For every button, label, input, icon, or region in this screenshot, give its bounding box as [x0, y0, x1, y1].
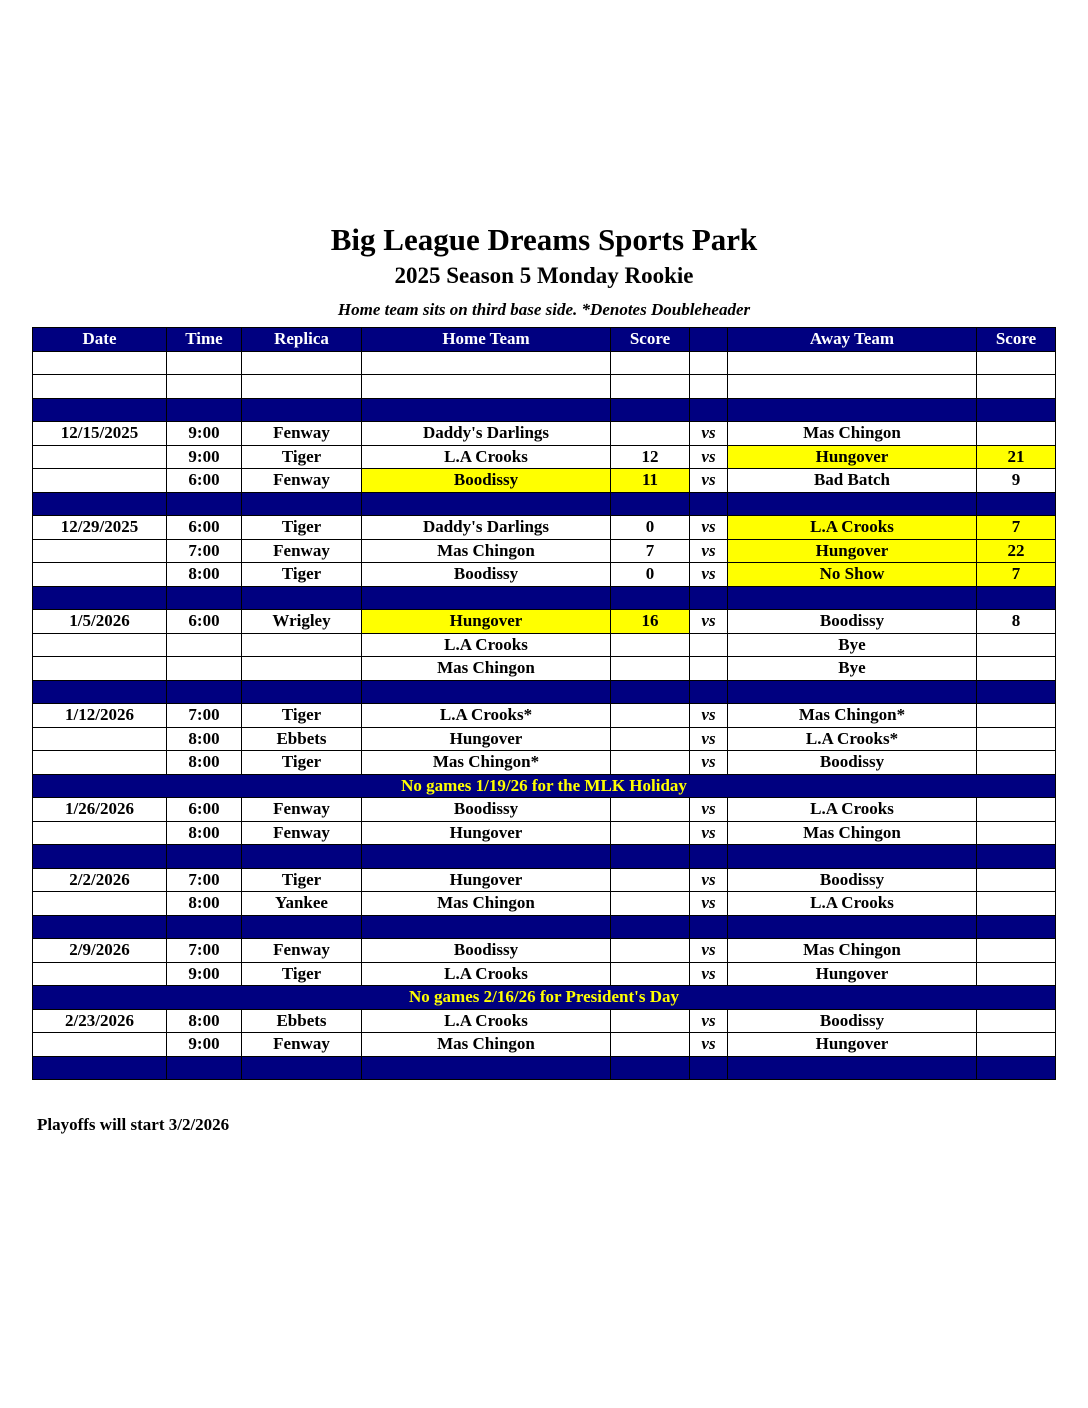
date-cell	[33, 821, 167, 845]
time-cell: 8:00	[167, 727, 242, 751]
home-score-cell	[611, 1033, 690, 1057]
empty-cell	[167, 351, 242, 375]
separator-row	[33, 680, 1056, 704]
home-team-cell: Mas Chingon	[362, 539, 611, 563]
empty-cell	[242, 351, 362, 375]
replica-cell: Tiger	[242, 516, 362, 540]
date-cell	[33, 563, 167, 587]
separator-cell	[167, 1056, 242, 1080]
separator-cell	[977, 845, 1056, 869]
away-team-cell: Hungover	[728, 445, 977, 469]
separator-cell	[728, 845, 977, 869]
separator-cell	[690, 492, 728, 516]
separator-cell	[611, 492, 690, 516]
date-cell: 1/5/2026	[33, 610, 167, 634]
game-row	[33, 445, 1056, 469]
away-team-cell: L.A Crooks	[728, 798, 977, 822]
replica-cell: Tiger	[242, 445, 362, 469]
date-cell	[33, 469, 167, 493]
replica-cell: Fenway	[242, 422, 362, 446]
date-cell: 1/26/2026	[33, 798, 167, 822]
separator-cell	[977, 915, 1056, 939]
date-cell	[33, 962, 167, 986]
page-title: Big League Dreams Sports Park	[330, 222, 758, 257]
game-row	[33, 516, 1056, 540]
separator-cell	[728, 1056, 977, 1080]
away-team-cell: No Show	[728, 563, 977, 587]
vs-cell: vs	[690, 610, 728, 634]
schedule-body	[33, 351, 1056, 1080]
away-team-cell: Boodissy	[728, 868, 977, 892]
separator-cell	[690, 845, 728, 869]
separator-cell	[167, 680, 242, 704]
away-score-cell: 8	[977, 610, 1056, 634]
empty-cell	[611, 351, 690, 375]
away-team-cell: L.A Crooks*	[728, 727, 977, 751]
date-cell	[33, 539, 167, 563]
separator-row	[33, 915, 1056, 939]
time-cell: 8:00	[167, 1009, 242, 1033]
time-cell: 7:00	[167, 704, 242, 728]
game-row	[33, 939, 1056, 963]
time-cell: 9:00	[167, 422, 242, 446]
separator-cell	[242, 586, 362, 610]
home-team-cell: Daddy's Darlings	[362, 516, 611, 540]
date-cell: 2/2/2026	[33, 868, 167, 892]
replica-cell: Yankee	[242, 892, 362, 916]
separator-cell	[977, 398, 1056, 422]
home-score-cell: 0	[611, 516, 690, 540]
separator-row	[33, 492, 1056, 516]
home-score-cell	[611, 892, 690, 916]
away-team-cell: L.A Crooks	[728, 892, 977, 916]
away-score-cell	[977, 892, 1056, 916]
separator-cell	[242, 1056, 362, 1080]
separator-cell	[33, 1056, 167, 1080]
replica-cell: Tiger	[242, 868, 362, 892]
game-row	[33, 962, 1056, 986]
replica-cell: Fenway	[242, 939, 362, 963]
time-cell: 7:00	[167, 539, 242, 563]
vs-cell: vs	[690, 751, 728, 775]
home-team-cell: L.A Crooks	[362, 633, 611, 657]
home-team-cell: Mas Chingon	[362, 657, 611, 681]
replica-cell	[242, 657, 362, 681]
away-team-cell: Bye	[728, 657, 977, 681]
separator-cell	[167, 398, 242, 422]
holiday-banner: No games 2/16/26 for President's Day	[33, 986, 1056, 1010]
time-cell: 7:00	[167, 868, 242, 892]
empty-cell	[242, 375, 362, 399]
time-cell: 8:00	[167, 563, 242, 587]
home-team-cell: L.A Crooks*	[362, 704, 611, 728]
time-cell: 8:00	[167, 892, 242, 916]
replica-cell: Tiger	[242, 751, 362, 775]
col-away-team: Away Team	[728, 328, 977, 352]
game-row	[33, 422, 1056, 446]
date-cell: 2/9/2026	[33, 939, 167, 963]
away-team-cell: Mas Chingon	[728, 422, 977, 446]
page-subtitle: 2025 Season 5 Monday Rookie	[394, 263, 694, 288]
away-team-cell: Hungover	[728, 962, 977, 986]
away-score-cell	[977, 1009, 1056, 1033]
vs-cell: vs	[690, 563, 728, 587]
time-cell: 6:00	[167, 469, 242, 493]
vs-cell: vs	[690, 868, 728, 892]
col-vs	[690, 328, 728, 352]
playoffs-note: Playoffs will start 3/2/2026	[37, 1115, 230, 1134]
empty-row	[33, 375, 1056, 399]
date-cell	[33, 727, 167, 751]
game-row	[33, 1009, 1056, 1033]
separator-cell	[611, 680, 690, 704]
away-team-cell: Bye	[728, 633, 977, 657]
vs-cell: vs	[690, 892, 728, 916]
home-score-cell: 12	[611, 445, 690, 469]
empty-row	[33, 351, 1056, 375]
away-team-cell: Mas Chingon*	[728, 704, 977, 728]
replica-cell: Ebbets	[242, 727, 362, 751]
replica-cell: Wrigley	[242, 610, 362, 634]
game-row	[33, 657, 1056, 681]
vs-cell: vs	[690, 962, 728, 986]
separator-cell	[611, 915, 690, 939]
vs-cell: vs	[690, 1009, 728, 1033]
game-row	[33, 469, 1056, 493]
replica-cell: Fenway	[242, 539, 362, 563]
away-score-cell	[977, 798, 1056, 822]
separator-cell	[242, 398, 362, 422]
away-team-cell: Hungover	[728, 1033, 977, 1057]
time-cell: 8:00	[167, 751, 242, 775]
away-team-cell: Boodissy	[728, 610, 977, 634]
game-row	[33, 563, 1056, 587]
game-row	[33, 1033, 1056, 1057]
date-cell	[33, 633, 167, 657]
separator-cell	[690, 915, 728, 939]
home-team-cell: Boodissy	[362, 939, 611, 963]
col-away-score: Score	[977, 328, 1056, 352]
date-cell	[33, 1033, 167, 1057]
separator-cell	[690, 680, 728, 704]
separator-cell	[362, 398, 611, 422]
separator-cell	[362, 586, 611, 610]
time-cell	[167, 657, 242, 681]
home-team-cell: Daddy's Darlings	[362, 422, 611, 446]
away-score-cell	[977, 657, 1056, 681]
home-score-cell	[611, 798, 690, 822]
date-cell	[33, 657, 167, 681]
header-row	[33, 328, 1056, 352]
separator-cell	[33, 586, 167, 610]
home-score-cell	[611, 868, 690, 892]
separator-cell	[977, 586, 1056, 610]
home-team-cell: Boodissy	[362, 563, 611, 587]
empty-cell	[977, 375, 1056, 399]
vs-cell: vs	[690, 469, 728, 493]
away-team-cell: Hungover	[728, 539, 977, 563]
time-cell: 9:00	[167, 962, 242, 986]
separator-row	[33, 586, 1056, 610]
home-team-cell: Boodissy	[362, 469, 611, 493]
empty-cell	[977, 351, 1056, 375]
home-score-cell: 11	[611, 469, 690, 493]
separator-cell	[362, 845, 611, 869]
separator-cell	[611, 1056, 690, 1080]
date-cell: 12/15/2025	[33, 422, 167, 446]
away-score-cell	[977, 868, 1056, 892]
vs-cell: vs	[690, 539, 728, 563]
col-replica: Replica	[242, 328, 362, 352]
schedule-note: Home team sits on third base side. *Denotes Doubleheader	[337, 300, 751, 319]
vs-cell: vs	[690, 821, 728, 845]
separator-cell	[33, 492, 167, 516]
home-team-cell: Mas Chingon	[362, 892, 611, 916]
away-score-cell: 9	[977, 469, 1056, 493]
away-score-cell	[977, 422, 1056, 446]
home-score-cell: 0	[611, 563, 690, 587]
game-row	[33, 704, 1056, 728]
holiday-banner-row	[33, 774, 1056, 798]
away-team-cell: Mas Chingon	[728, 939, 977, 963]
home-score-cell	[611, 751, 690, 775]
date-cell: 1/12/2026	[33, 704, 167, 728]
vs-cell: vs	[690, 516, 728, 540]
separator-cell	[167, 586, 242, 610]
separator-cell	[362, 1056, 611, 1080]
time-cell: 9:00	[167, 445, 242, 469]
vs-cell: vs	[690, 445, 728, 469]
date-cell: 12/29/2025	[33, 516, 167, 540]
date-cell	[33, 751, 167, 775]
away-score-cell	[977, 751, 1056, 775]
replica-cell: Tiger	[242, 704, 362, 728]
separator-cell	[728, 586, 977, 610]
vs-cell	[690, 657, 728, 681]
separator-cell	[728, 680, 977, 704]
separator-cell	[33, 915, 167, 939]
game-row	[33, 539, 1056, 563]
separator-cell	[977, 1056, 1056, 1080]
away-score-cell	[977, 704, 1056, 728]
game-row	[33, 610, 1056, 634]
home-team-cell: Boodissy	[362, 798, 611, 822]
away-score-cell	[977, 939, 1056, 963]
home-score-cell	[611, 422, 690, 446]
away-score-cell	[977, 962, 1056, 986]
separator-cell	[611, 398, 690, 422]
empty-cell	[362, 375, 611, 399]
game-row	[33, 727, 1056, 751]
empty-cell	[690, 351, 728, 375]
away-score-cell	[977, 1033, 1056, 1057]
separator-cell	[977, 680, 1056, 704]
home-team-cell: Hungover	[362, 821, 611, 845]
game-row	[33, 633, 1056, 657]
separator-cell	[728, 492, 977, 516]
separator-cell	[690, 1056, 728, 1080]
date-cell: 2/23/2026	[33, 1009, 167, 1033]
time-cell	[167, 633, 242, 657]
home-score-cell	[611, 727, 690, 751]
game-row	[33, 821, 1056, 845]
separator-cell	[362, 915, 611, 939]
vs-cell	[690, 633, 728, 657]
separator-cell	[690, 398, 728, 422]
away-score-cell: 7	[977, 563, 1056, 587]
home-score-cell	[611, 962, 690, 986]
home-score-cell	[611, 633, 690, 657]
separator-cell	[242, 492, 362, 516]
away-score-cell	[977, 633, 1056, 657]
col-date: Date	[33, 328, 167, 352]
game-row	[33, 798, 1056, 822]
vs-cell: vs	[690, 798, 728, 822]
col-home-score: Score	[611, 328, 690, 352]
separator-cell	[242, 915, 362, 939]
separator-cell	[242, 845, 362, 869]
separator-row	[33, 845, 1056, 869]
home-team-cell: L.A Crooks	[362, 445, 611, 469]
empty-cell	[33, 351, 167, 375]
separator-row	[33, 1056, 1056, 1080]
home-team-cell: Hungover	[362, 727, 611, 751]
empty-cell	[33, 375, 167, 399]
home-team-cell: Hungover	[362, 610, 611, 634]
empty-cell	[728, 375, 977, 399]
game-row	[33, 751, 1056, 775]
separator-cell	[167, 845, 242, 869]
vs-cell: vs	[690, 422, 728, 446]
home-score-cell	[611, 939, 690, 963]
time-cell: 6:00	[167, 516, 242, 540]
vs-cell: vs	[690, 939, 728, 963]
away-score-cell: 7	[977, 516, 1056, 540]
separator-cell	[728, 398, 977, 422]
home-score-cell: 16	[611, 610, 690, 634]
replica-cell: Fenway	[242, 821, 362, 845]
separator-cell	[690, 586, 728, 610]
away-score-cell	[977, 727, 1056, 751]
away-team-cell: Bad Batch	[728, 469, 977, 493]
empty-cell	[167, 375, 242, 399]
time-cell: 7:00	[167, 939, 242, 963]
separator-cell	[33, 845, 167, 869]
home-score-cell	[611, 821, 690, 845]
home-team-cell: Mas Chingon	[362, 1033, 611, 1057]
time-cell: 6:00	[167, 798, 242, 822]
empty-cell	[728, 351, 977, 375]
replica-cell: Fenway	[242, 798, 362, 822]
home-score-cell	[611, 1009, 690, 1033]
time-cell: 6:00	[167, 610, 242, 634]
date-cell	[33, 445, 167, 469]
replica-cell: Fenway	[242, 1033, 362, 1057]
away-score-cell	[977, 821, 1056, 845]
home-score-cell: 7	[611, 539, 690, 563]
col-home-team: Home Team	[362, 328, 611, 352]
home-team-cell: L.A Crooks	[362, 1009, 611, 1033]
away-team-cell: Boodissy	[728, 1009, 977, 1033]
replica-cell: Tiger	[242, 962, 362, 986]
away-score-cell: 22	[977, 539, 1056, 563]
separator-cell	[362, 492, 611, 516]
separator-cell	[611, 845, 690, 869]
away-team-cell: L.A Crooks	[728, 516, 977, 540]
replica-cell: Tiger	[242, 563, 362, 587]
home-team-cell: Mas Chingon*	[362, 751, 611, 775]
holiday-banner: No games 1/19/26 for the MLK Holiday	[33, 774, 1056, 798]
vs-cell: vs	[690, 1033, 728, 1057]
home-score-cell	[611, 657, 690, 681]
holiday-banner-row	[33, 986, 1056, 1010]
separator-cell	[33, 680, 167, 704]
separator-cell	[167, 492, 242, 516]
date-cell	[33, 892, 167, 916]
time-cell: 9:00	[167, 1033, 242, 1057]
separator-cell	[242, 680, 362, 704]
separator-cell	[977, 492, 1056, 516]
game-row	[33, 868, 1056, 892]
replica-cell: Fenway	[242, 469, 362, 493]
home-score-cell	[611, 704, 690, 728]
away-score-cell: 21	[977, 445, 1056, 469]
vs-cell: vs	[690, 704, 728, 728]
separator-cell	[611, 586, 690, 610]
separator-cell	[362, 680, 611, 704]
separator-row	[33, 398, 1056, 422]
game-row	[33, 892, 1056, 916]
away-team-cell: Boodissy	[728, 751, 977, 775]
col-time: Time	[167, 328, 242, 352]
separator-cell	[167, 915, 242, 939]
schedule-table	[32, 327, 1056, 1080]
home-team-cell: Hungover	[362, 868, 611, 892]
replica-cell: Ebbets	[242, 1009, 362, 1033]
empty-cell	[690, 375, 728, 399]
time-cell: 8:00	[167, 821, 242, 845]
empty-cell	[611, 375, 690, 399]
empty-cell	[362, 351, 611, 375]
vs-cell: vs	[690, 727, 728, 751]
replica-cell	[242, 633, 362, 657]
away-team-cell: Mas Chingon	[728, 821, 977, 845]
separator-cell	[33, 398, 167, 422]
home-team-cell: L.A Crooks	[362, 962, 611, 986]
separator-cell	[728, 915, 977, 939]
